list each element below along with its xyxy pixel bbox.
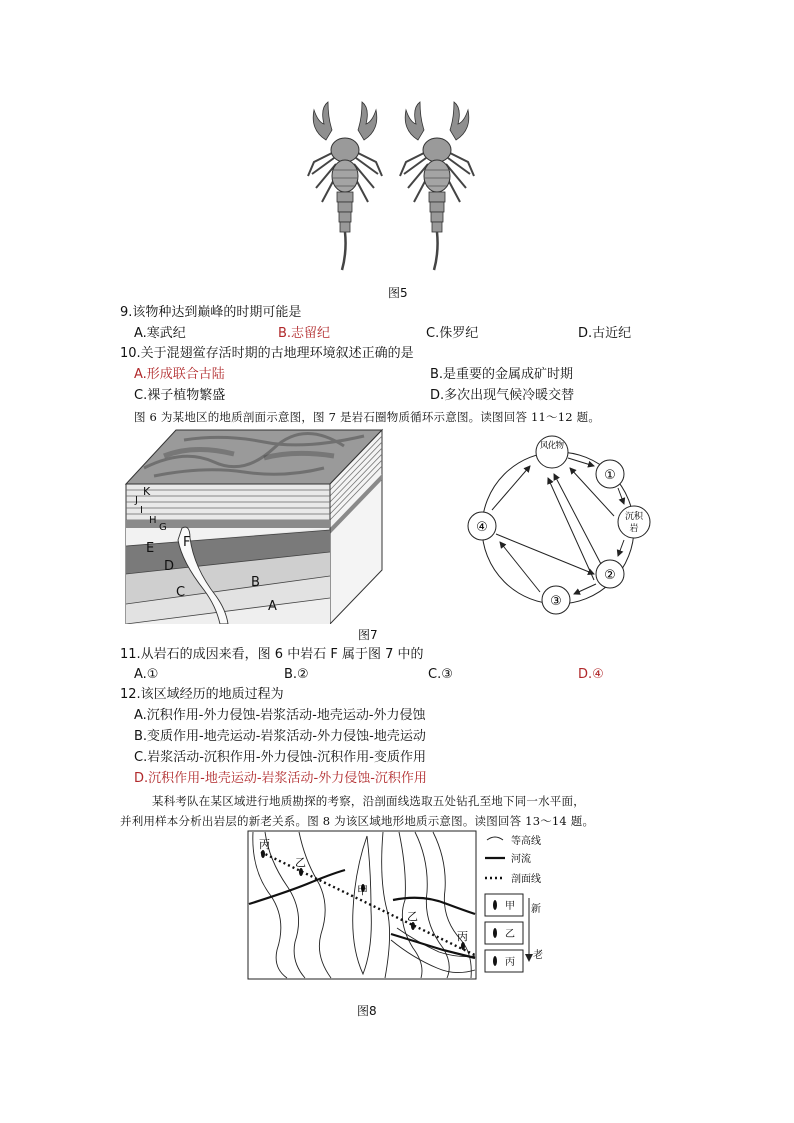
- fig6-label-h: H: [149, 515, 157, 526]
- q10-option-c: C.裸子植物繁盛: [134, 388, 226, 403]
- fig6-label-k: K: [143, 485, 151, 498]
- fig6-label-g: G: [159, 522, 167, 533]
- q9-stem: 9.该物种达到巅峰的时期可能是: [120, 305, 302, 320]
- fig8-legend-contour: 等高线: [511, 836, 541, 847]
- fig7-node-2: ②: [604, 568, 616, 583]
- q9-option-a: A.寒武纪: [134, 326, 186, 341]
- fig6-label-c: C: [176, 585, 186, 600]
- fig7-node-sedimentary-2: 岩: [629, 524, 639, 534]
- q9-option-c: C.侏罗纪: [426, 326, 479, 341]
- fig6-geological-section: [124, 428, 386, 624]
- fig8-legend-new: 新: [531, 904, 541, 915]
- intro-questions-11-12: 图 6 为某地区的地质剖面示意图，图 7 是岩石圈物质循环示意图。读图回答 11～12 题。: [134, 410, 601, 424]
- q11-option-c: C.③: [428, 667, 453, 682]
- q12-option-c: C.岩浆活动-沉积作用-外力侵蚀-沉积作用-变质作用: [134, 750, 426, 765]
- q10-option-b: B.是重要的金属成矿时期: [430, 367, 574, 382]
- fig8-label-yi-left: 乙: [295, 856, 306, 869]
- intro-questions-13-14-line1: 某科考队在某区域进行地质勘探的考察，沿剖面线选取五处钻孔至地下同一水平面，: [152, 794, 585, 808]
- fig8-caption: 图8: [357, 1004, 377, 1018]
- q9-option-b: B.志留纪: [278, 326, 331, 341]
- fig7-caption: 图7: [358, 628, 378, 642]
- q12-stem: 12.该区域经历的地质过程为: [120, 687, 284, 702]
- q11-option-d: D.④: [578, 667, 604, 682]
- fig7-node-weathered-line: 风化物: [540, 441, 564, 451]
- q10-option-a: A.形成联合古陆: [134, 367, 225, 382]
- fig8-map: [247, 830, 557, 982]
- q10-option-d: D.多次出现气候冷暖交替: [430, 388, 575, 403]
- fig6-label-e: E: [146, 541, 155, 556]
- q12-option-a: A.沉积作用-外力侵蚀-岩浆活动-地壳运动-外力侵蚀: [134, 708, 426, 723]
- fig6-label-a: A: [268, 599, 277, 614]
- q11-option-b: B.②: [284, 667, 309, 682]
- fig8-legend-profile: 剖面线: [511, 874, 541, 885]
- q10-stem: 10.关于混翅鲎存活时期的古地理环境叙述正确的是: [120, 346, 414, 361]
- fig8-label-bing-right: 丙: [457, 930, 468, 943]
- fig7-node-1: ①: [604, 468, 616, 483]
- fig6-label-b: B: [251, 575, 260, 590]
- fig8-label-yi-right: 乙: [407, 910, 418, 923]
- intro-questions-13-14-line2: 并利用样本分析出岩层的新老关系。图 8 为该区域地形地质示意图。读图回答 13～14 题。: [120, 814, 595, 828]
- q11-stem: 11.从岩石的成因来看，图 6 中岩石 F 属于图 7 中的: [120, 647, 424, 662]
- q11-option-a: A.①: [134, 667, 159, 682]
- fig8-legend-bing: 丙: [505, 957, 515, 968]
- fig7-rock-cycle: [458, 432, 668, 618]
- q12-option-d: D.沉积作用-地壳运动-岩浆活动-外力侵蚀-沉积作用: [134, 771, 427, 786]
- fig8-legend-jia: 甲: [505, 901, 515, 912]
- fig8-legend-yi: 乙: [505, 929, 515, 940]
- fig7-node-4: ④: [476, 520, 488, 535]
- fig5-illustration: [300, 100, 490, 280]
- q12-option-b: B.变质作用-地壳运动-岩浆活动-外力侵蚀-地壳运动: [134, 729, 426, 744]
- q9-option-d: D.古近纪: [578, 326, 632, 341]
- fig7-node-sedimentary-1: 沉积: [624, 512, 644, 522]
- fig7-node-3: ③: [550, 594, 562, 609]
- fig6-label-d: D: [164, 559, 175, 574]
- fig8-label-jia: 甲: [357, 884, 368, 897]
- fig8-legend-old: 老: [533, 950, 543, 961]
- fig6-label-f: F: [183, 535, 191, 550]
- fig8-label-bing-left: 丙: [259, 838, 270, 851]
- fig5-caption: 图5: [388, 286, 408, 300]
- fig6-label-j: J: [135, 495, 138, 506]
- fig6-label-i: I: [140, 505, 143, 516]
- fig8-legend-river: 河流: [511, 854, 531, 865]
